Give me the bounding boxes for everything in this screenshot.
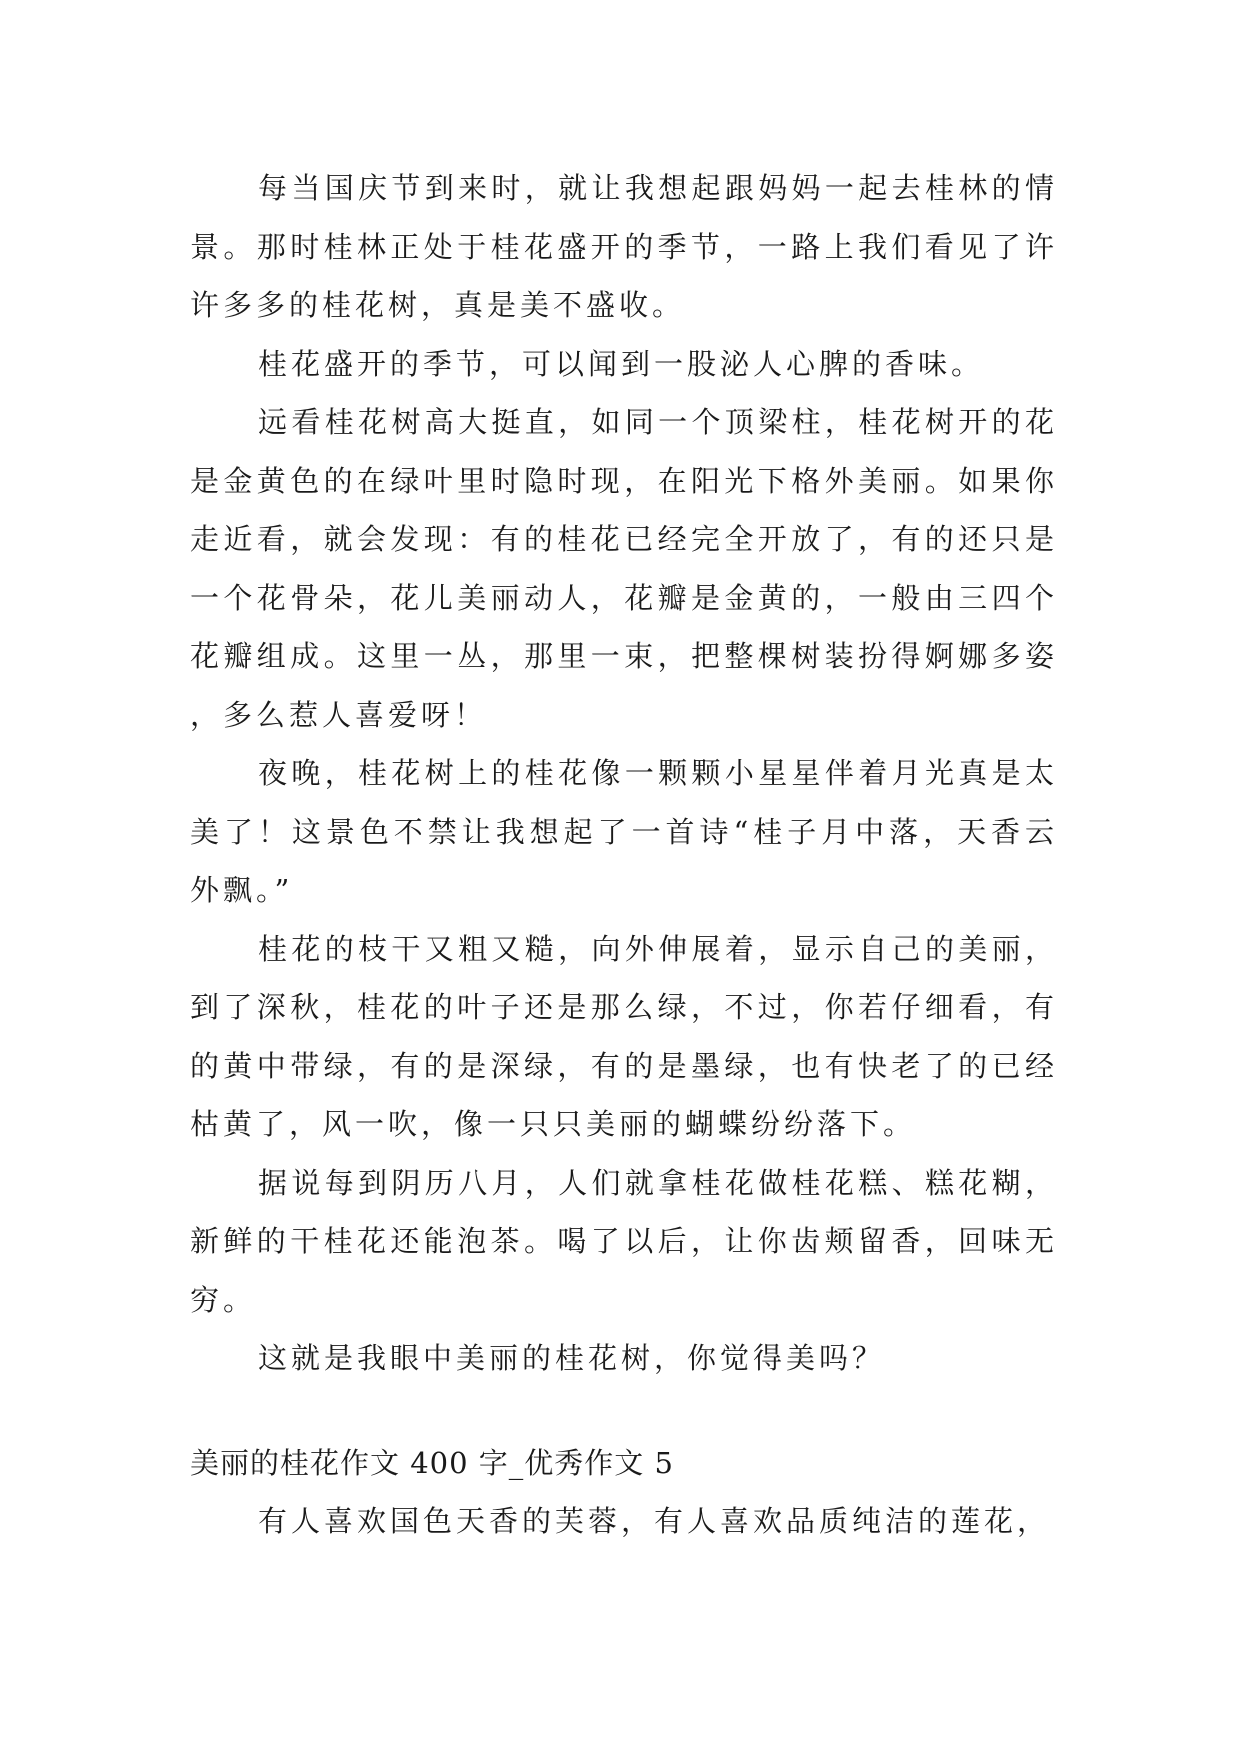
document-body xyxy=(190,159,1058,1551)
paragraph-national-day-memory: 每当国庆节到来时，就让我想起跟妈妈一起去桂林的情景。那时桂林正处于桂花盛开的季节，一路上我们看见了许许多多的桂花树，真是美不盛收。 xyxy=(190,171,1058,322)
essay-heading: 美丽的桂花作文 400 字_优秀作文 5 xyxy=(190,1445,674,1480)
paragraph-conclusion: 这就是我眼中美丽的桂花树，你觉得美吗？ xyxy=(258,1341,886,1375)
paragraph-osmanthus-food: 据说每到阴历八月，人们就拿桂花做桂花糕、糕花糊，新鲜的干桂花还能泡茶。喝了以后，让你齿颊留香，回味无穷。 xyxy=(190,1165,1058,1317)
paragraph-branches-leaves: 桂花的枝干又粗又糙，向外伸展着，显示自己的美丽，到了深秋，桂花的叶子还是那么绿，不过，你若仔细看，有的黄中带绿，有的是深绿，有的是墨绿，也有快老了的已经枯黄了，风一吹，像一只只美丽的蝴蝶纷纷落下。 xyxy=(190,931,1058,1141)
paragraph-fragrance: 桂花盛开的季节，可以闻到一股泌人心脾的香味。 xyxy=(258,346,985,381)
paragraph-night-scene: 夜晚，桂花树上的桂花像一颗颗小星星伴着月光真是太美了！这景色不禁让我想起了一首诗“桂子月中落，天香云外飘。” xyxy=(190,756,1058,907)
paragraph-tree-appearance: 远看桂花树高大挺直，如同一个顶梁柱，桂花树开的花是金黄色的在绿叶里时隐时现，在阳光下格外美丽。如果你走近看，就会发现：有的桂花已经完全开放了，有的还只是一个花骨朵，花儿美丽动人，花瓣是金黄的，一般由三四个花瓣组成。这里一丛，那里一束，把整棵树装扮得婀娜多姿，多么惹人喜爱呀！ xyxy=(190,405,1058,732)
paragraph-next-essay-opening: 有人喜欢国色天香的芙蓉，有人喜欢品质纯洁的莲花， xyxy=(258,1504,1051,1538)
